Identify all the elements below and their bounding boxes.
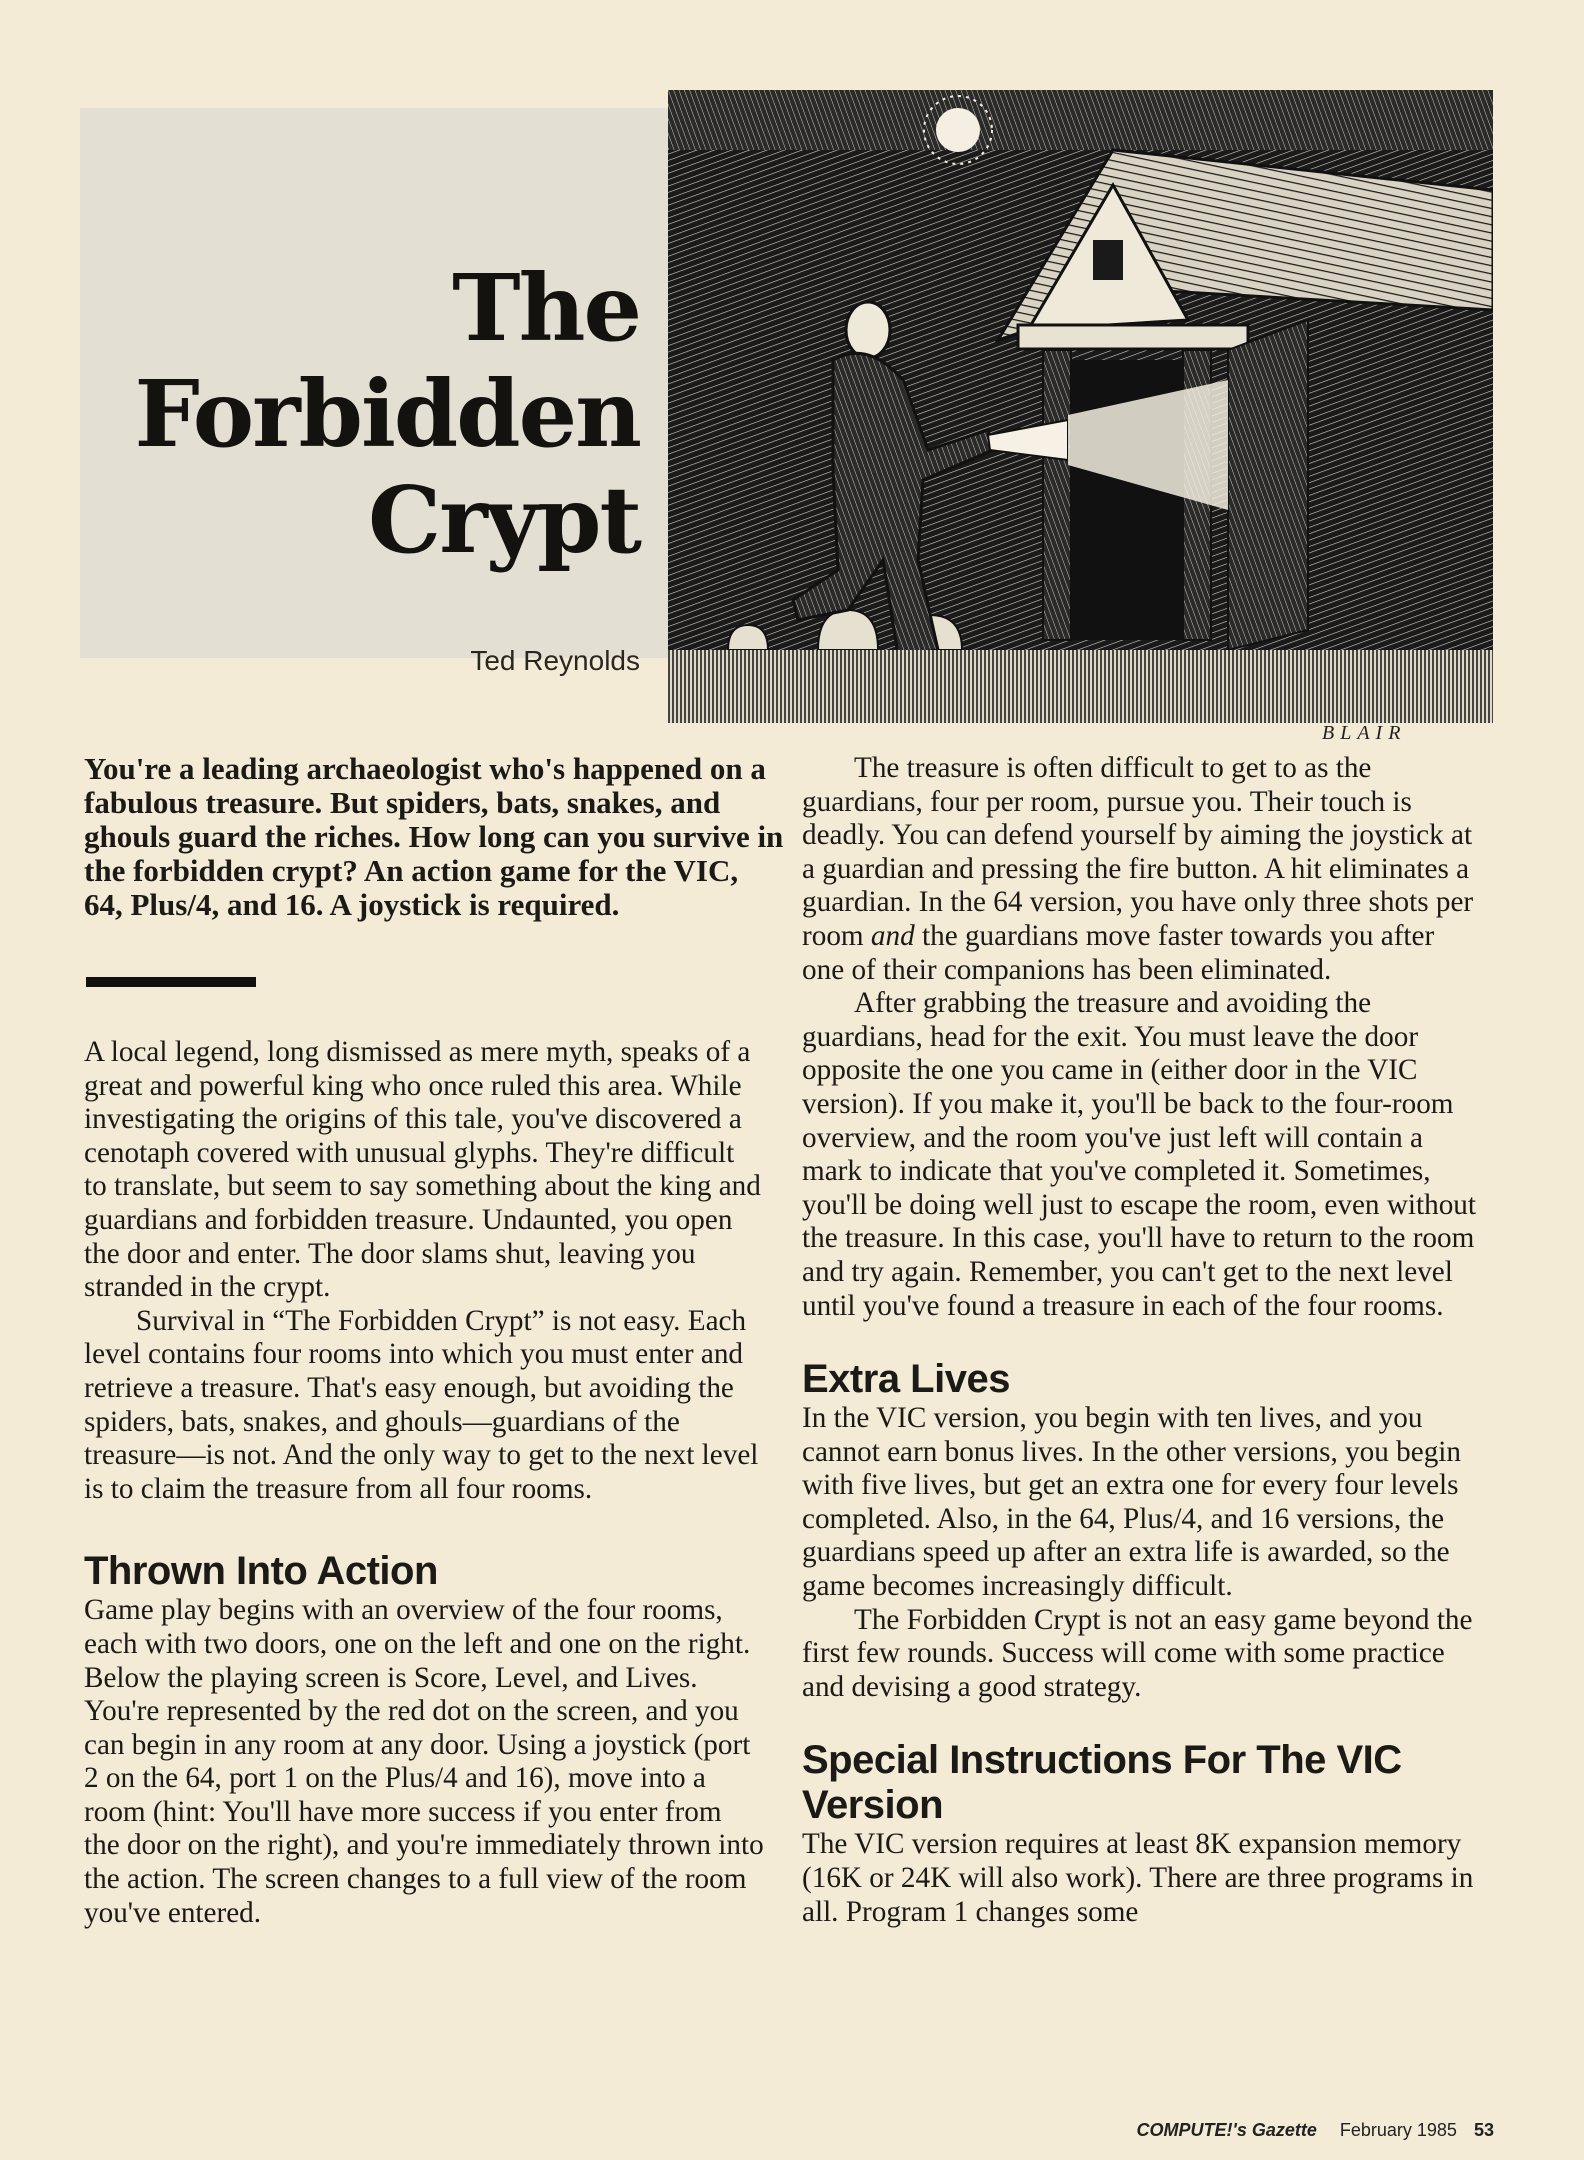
title-line-2: Forbidden	[134, 360, 640, 468]
article-title	[135, 255, 640, 573]
body-paragraph: The VIC version requires at least 8K expansion memory (16K or 24K will also work). There are three programs in all. Program 1 changes some	[802, 1828, 1474, 1928]
deck-rule	[86, 977, 256, 987]
body-paragraph: In the VIC version, you begin with ten lives, and you cannot earn bonus lives. In the other versions, you begin with five lives, but get an extra one for every four levels completed. Also, in the 64, Plus/4, and 16 versions, the guardians speed up after an extra life is awarded, so the game becomes increasingly difficult.	[802, 1402, 1461, 1603]
section-heading-extra-lives: Extra Lives	[802, 1357, 1010, 1402]
illustrator-signature: BLAIR	[1322, 722, 1407, 744]
article-deck: You're a leading archaeologist who's happened on a fabulous treasure. But spiders, bats, snakes, and ghouls guard the riches. How long can you survive in the forbidden crypt? An action game for the VIC, 64, Plus/4, and 16. A joystick is required.	[84, 751, 784, 922]
body-paragraph: Survival in “The Forbidden Crypt” is not easy. Each level contains four rooms into which you must enter and retrieve a treasure. That's easy enough, but avoiding the spiders, bats, snakes, and ghouls—guardians of the treasure—is not. And the only way to get to the next level is to claim the treasure from all four rooms.	[84, 1304, 759, 1505]
body-paragraph: A local legend, long dismissed as mere myth, speaks of a great and powerful king who once ruled this area. While investigating the origins of this tale, you've discovered a cenotaph covered with unusual glyphs. They're difficult to translate, but seem to say something about the king and guardians and forbidden treasure. Undaunted, you open the door and enter. The door slams shut, leaving you stranded in the crypt.	[84, 1036, 761, 1304]
left-column	[84, 1036, 764, 1930]
body-paragraph: After grabbing the treasure and avoiding the guardians, head for the exit. You must leave the door opposite the one you came in (either door in the VIC version). If you make it, you'll be back to the four-room overview, and the room you've just left will contain a mark to indicate that you've completed it. Sometimes, you'll be doing well just to escape the room, even without the treasure. In this case, you'll have to return to the room and try again. Remember, you can't get to the next level until you've found a treasure in each of the four rooms.	[802, 987, 1477, 1322]
title-line-1: The	[452, 254, 640, 362]
section-heading-thrown-into-action: Thrown Into Action	[84, 1549, 438, 1594]
title-line-3: Crypt	[368, 466, 640, 574]
magazine-name: COMPUTE!'s Gazette	[1136, 2120, 1317, 2140]
section-heading-vic-instructions: Special Instructions For The VIC Version	[802, 1738, 1402, 1828]
issue-date: February 1985	[1339, 2120, 1457, 2140]
author-byline: Ted Reynolds	[470, 645, 640, 676]
page-number: 53	[1473, 2120, 1494, 2140]
body-paragraph: Game play begins with an overview of the four rooms, each with two doors, one on the left and one on the right. Below the playing screen is Score, Level, and Lives. You're represented by the red dot on the screen, and you can begin in any room at any door. Using a joystick (port 2 on the 64, port 1 on the Plus/4 and 16), move into a room (hint: You'll have more success if you enter from the door on the right), and you're immediately thrown into the action. The screen changes to a full view of the room you've entered.	[84, 1594, 764, 1929]
right-column	[802, 752, 1482, 1929]
body-paragraph: The Forbidden Crypt is not an easy game beyond the first few rounds. Success will come with some practice and devising a good strategy.	[802, 1603, 1473, 1703]
page-footer	[1137, 2120, 1494, 2141]
body-paragraph: The treasure is often difficult to get to as the guardians, four per room, pursue you. Their touch is deadly. You can defend yourself by aiming the joystick at a guardian and pressing the fire button. A hit eliminates a guardian. In the 64 version, you have only three shots per room and the guardians move faster towards you after one of their companions has been eliminated.	[802, 752, 1474, 986]
crypt-illustration	[668, 90, 1493, 723]
